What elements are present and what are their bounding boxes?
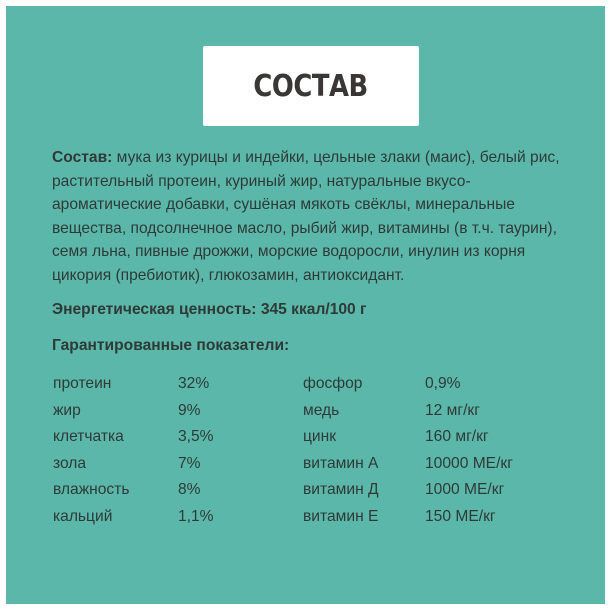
composition-text: мука из курицы и индейки, цельные злаки (маис), белый рис, растительный протеин, куриный жир, натуральные вкусо-ароматические добавки, сушёная мякоть свёклы, минеральные вещества, подсолнечное масло, рыбий жир, витамины (в т.ч. таурин), семя льна, пивные дрожжи, морские водоросли, инулин из корня цикория (пребиотик), глюкозамин, антиоксидант. xyxy=(52,149,560,284)
indicator-value: 150 МЕ/кг xyxy=(425,507,496,525)
indicator-name: цинк xyxy=(303,428,337,445)
composition-label: Состав: xyxy=(52,149,113,166)
indicator-row xyxy=(52,398,572,425)
indicator-name: витамин А xyxy=(303,454,379,472)
indicator-row xyxy=(52,477,572,504)
indicator-row xyxy=(52,451,572,478)
indicator-row xyxy=(52,424,572,451)
indicator-name: зола xyxy=(53,454,87,472)
composition-panel xyxy=(6,6,605,604)
indicator-row xyxy=(52,371,572,398)
indicator-name: фосфор xyxy=(303,375,363,392)
indicator-value: 9% xyxy=(178,401,201,419)
indicator-value: 32% xyxy=(178,375,210,392)
title-box xyxy=(203,46,419,126)
indicator-value: 1000 МЕ/кг xyxy=(425,481,505,498)
indicator-value: 10000 МЕ/кг xyxy=(425,454,513,472)
indicator-name: витамин Е xyxy=(303,507,379,525)
indicator-value: 0,9% xyxy=(425,375,461,392)
indicator-name: витамин Д xyxy=(303,481,379,498)
composition-paragraph xyxy=(52,146,572,287)
indicator-name: клетчатка xyxy=(53,428,124,445)
indicator-value: 160 мг/кг xyxy=(425,428,489,445)
indicator-name: влажность xyxy=(53,481,130,498)
indicators-table xyxy=(52,371,572,530)
indicator-value: 12 мг/кг xyxy=(425,401,480,419)
indicator-value: 1,1% xyxy=(178,507,214,525)
page-title: СОСТАВ xyxy=(253,68,369,104)
indicator-value: 7% xyxy=(178,454,201,472)
guaranteed-title: Гарантированные показатели: xyxy=(52,337,290,354)
indicator-name: медь xyxy=(303,401,340,419)
indicator-value: 3,5% xyxy=(178,428,214,445)
indicator-name: протеин xyxy=(53,375,112,392)
indicator-name: кальций xyxy=(53,507,113,525)
content xyxy=(52,146,572,530)
indicator-value: 8% xyxy=(178,481,201,498)
indicator-row xyxy=(52,504,572,531)
energy-value: Энергетическая ценность: 345 ккал/100 г xyxy=(52,301,367,318)
indicator-name: жир xyxy=(53,401,81,419)
